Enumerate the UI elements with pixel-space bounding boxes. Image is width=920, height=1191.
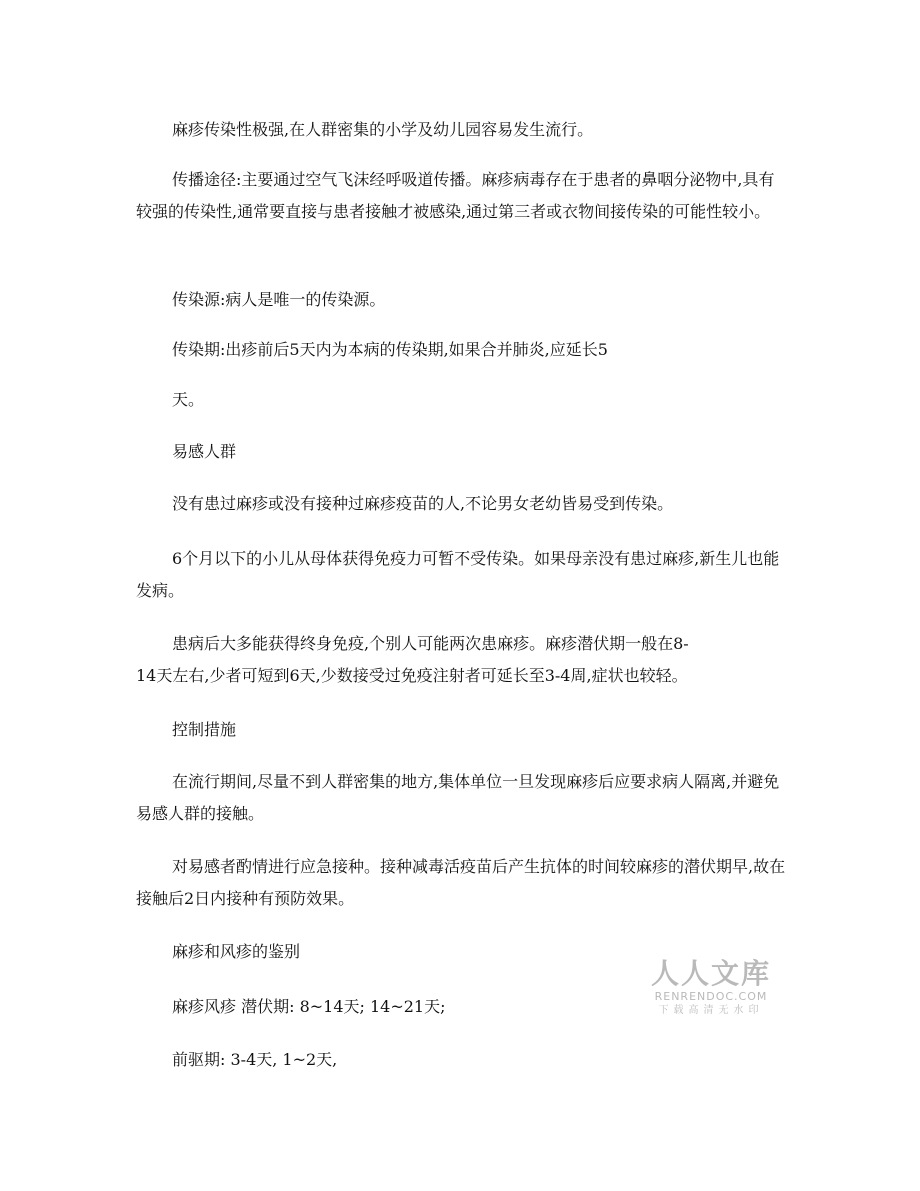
heading-measles-rubella: 麻疹和风疹的鉴别 (172, 942, 301, 961)
heading-control-measures: 控制措施 (172, 720, 237, 739)
paragraph-incubation: 麻疹风疹 潜伏期: 8~14天; 14~21天; (172, 997, 446, 1016)
paragraph-source: 传染源:病人是唯一的传染源。 (172, 290, 386, 309)
watermark-subtitle: 下载高清无水印 (658, 1005, 764, 1016)
paragraph-infectious-period-line1: 传染期:出疹前后5天内为本病的传染期,如果合并肺炎,应延长5 (172, 340, 608, 359)
paragraph-infectious-period-line2: 天。 (172, 390, 205, 409)
watermark (646, 958, 776, 1018)
paragraph-immunity-line1: 患病后大多能获得终身免疫,个别人可能两次患麻疹。麻疹潜伏期一般在8- (172, 634, 689, 653)
watermark-url: RENRENDOC.COM (654, 990, 768, 1003)
paragraph-prodromal: 前驱期: 3-4天, 1~2天, (172, 1050, 338, 1069)
paragraph-emergency-vaccination: 对易感者酌情进行应急接种。接种减毒活疫苗后产生抗体的时间较麻疹的潜伏期早,故在接触后2日内接种有预防效果。 (136, 857, 786, 908)
paragraph-infant-immunity: 6个月以下的小儿从母体获得免疫力可暂不受传染。如果母亲没有患过麻疹,新生儿也能发病。 (136, 549, 780, 600)
paragraph-transmission-route: 传播途径:主要通过空气飞沫经呼吸道传播。麻疹病毒存在于患者的鼻咽分泌物中,具有较强的传染性,通常要直接与患者接触才被感染,通过第三者或衣物间接传染的可能性较小。 (136, 170, 775, 221)
paragraph-immunity-line2: 14天左右,少者可短到6天,少数接受过免疫注射者可延长至3-4周,症状也较轻。 (136, 666, 688, 685)
paragraph-susceptible: 没有患过麻疹或没有接种过麻疹疫苗的人,不论男女老幼皆易受到传染。 (172, 494, 674, 513)
paragraph-control: 在流行期间,尽量不到人群密集的地方,集体单位一旦发现麻疹后应要求病人隔离,并避免易感人群的接触。 (136, 772, 780, 823)
watermark-title: 人人文库 (650, 957, 771, 990)
paragraph-contagion: 麻疹传染性极强,在人群密集的小学及幼儿园容易发生流行。 (172, 120, 594, 139)
heading-susceptible-population: 易感人群 (172, 442, 237, 461)
